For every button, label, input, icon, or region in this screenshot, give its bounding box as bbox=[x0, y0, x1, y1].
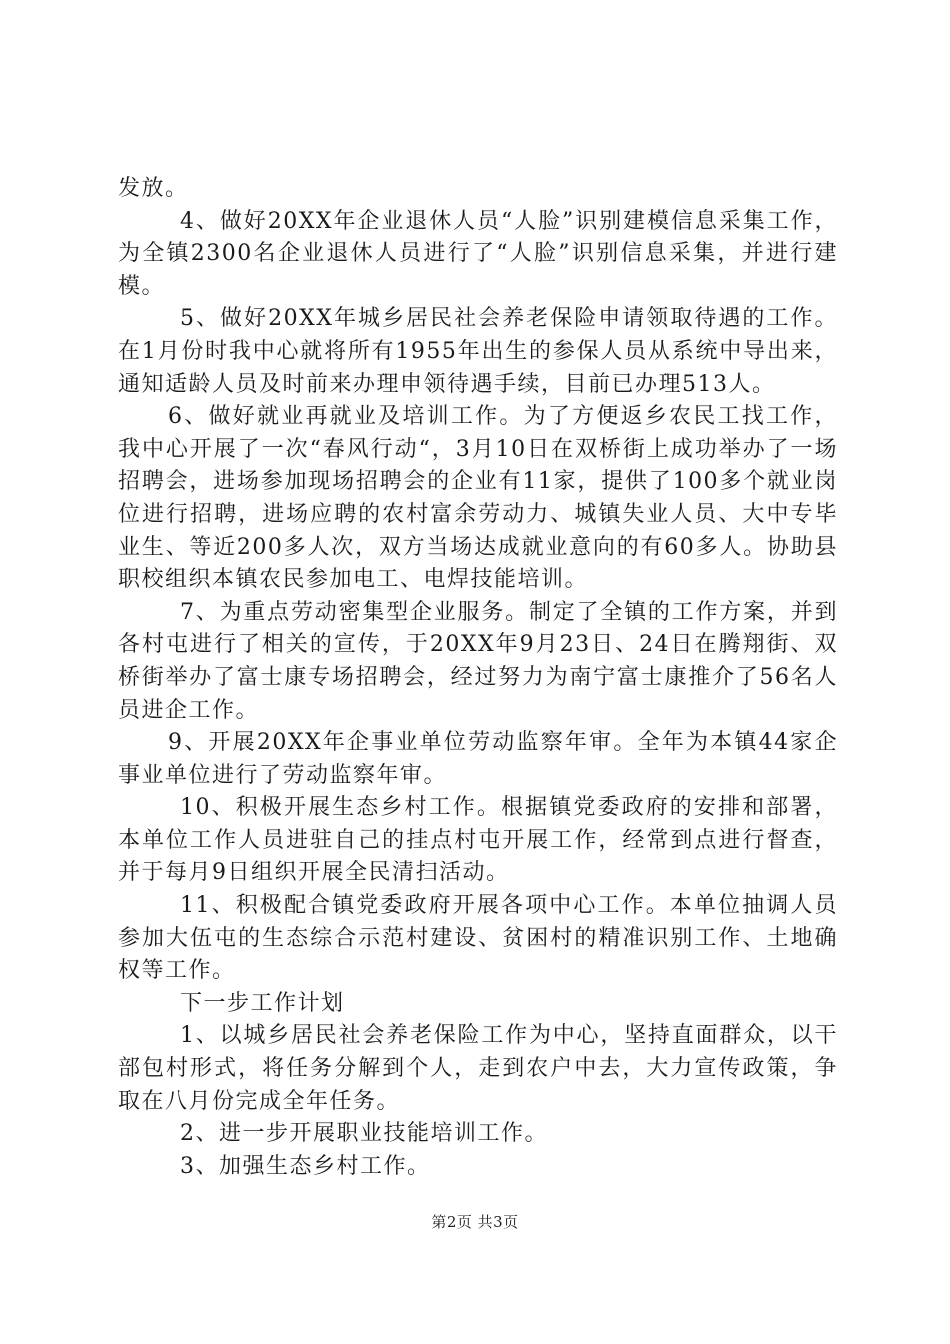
paragraph-item-4: 4、做好20XX年企业退休人员“人脸”识别建模信息采集工作，为全镇2300名企业退休人员进行了“人脸”识别信息采集，并进行建模。 bbox=[118, 208, 838, 299]
paragraph-item-10: 10、积极开展生态乡村工作。根据镇党委政府的安排和部署，本单位工作人员进驻自己的挂点村屯开展工作，经常到点进行督查，并于每月9日组织开展全民清扫活动。 bbox=[118, 795, 838, 886]
plan-item-1: 1、以城乡居民社会养老保险工作为中心，坚持直面群众，以干部包村形式，将任务分解到个人，走到农户中去，大力宣传政策，争取在八月份完成全年任务。 bbox=[118, 1023, 838, 1114]
plan-item-2: 2、进一步开展职业技能培训工作。 bbox=[180, 1121, 548, 1147]
paragraph-item-5: 5、做好20XX年城乡居民社会养老保险申请领取待遇的工作。在1月份时我中心就将所有1955年出生的参保人员从系统中导出来，通知适龄人员及时前来办理申领待遇手续，目前已办理513人。 bbox=[118, 306, 838, 397]
paragraph-continuation: 发放。 bbox=[118, 176, 189, 201]
section-heading-next-plan: 下一步工作计划 bbox=[180, 990, 345, 1016]
paragraph-item-11: 11、积极配合镇党委政府开展各项中心工作。本单位抽调人员参加大伍屯的生态综合示范村建设、贫困村的精准识别工作、土地确权等工作。 bbox=[118, 893, 838, 984]
paragraph-item-6: 6、做好就业再就业及培训工作。为了方便返乡农民工找工作，我中心开展了一次“春风行动“，3月10日在双桥街上成功举办了一场招聘会，进场参加现场招聘会的企业有11家，提供了100多个就业岗位进行招聘，进场应聘的农村富余劳动力、城镇失业人员、大中专毕业生、等近200多人次，双方当场达成就业意向的有60多人。协助县职校组织本镇农民参加电工、电焊技能培训。 bbox=[118, 404, 838, 593]
page-footer: 第2页 共3页 bbox=[431, 1213, 519, 1231]
paragraph-item-7: 7、为重点劳动密集型企业服务。制定了全镇的工作方案，并到各村屯进行了相关的宣传，于20XX年9月23日、24日在腾翔街、双桥街举办了富士康专场招聘会，经过努力为南宁富士康推介了56名人员进企工作。 bbox=[118, 599, 838, 723]
plan-item-3: 3、加强生态乡村工作。 bbox=[180, 1153, 431, 1179]
paragraph-item-9: 9、开展20XX年企事业单位劳动监察年审。全年为本镇44家企事业单位进行了劳动监察年审。 bbox=[118, 730, 838, 788]
document-body bbox=[118, 173, 838, 1183]
